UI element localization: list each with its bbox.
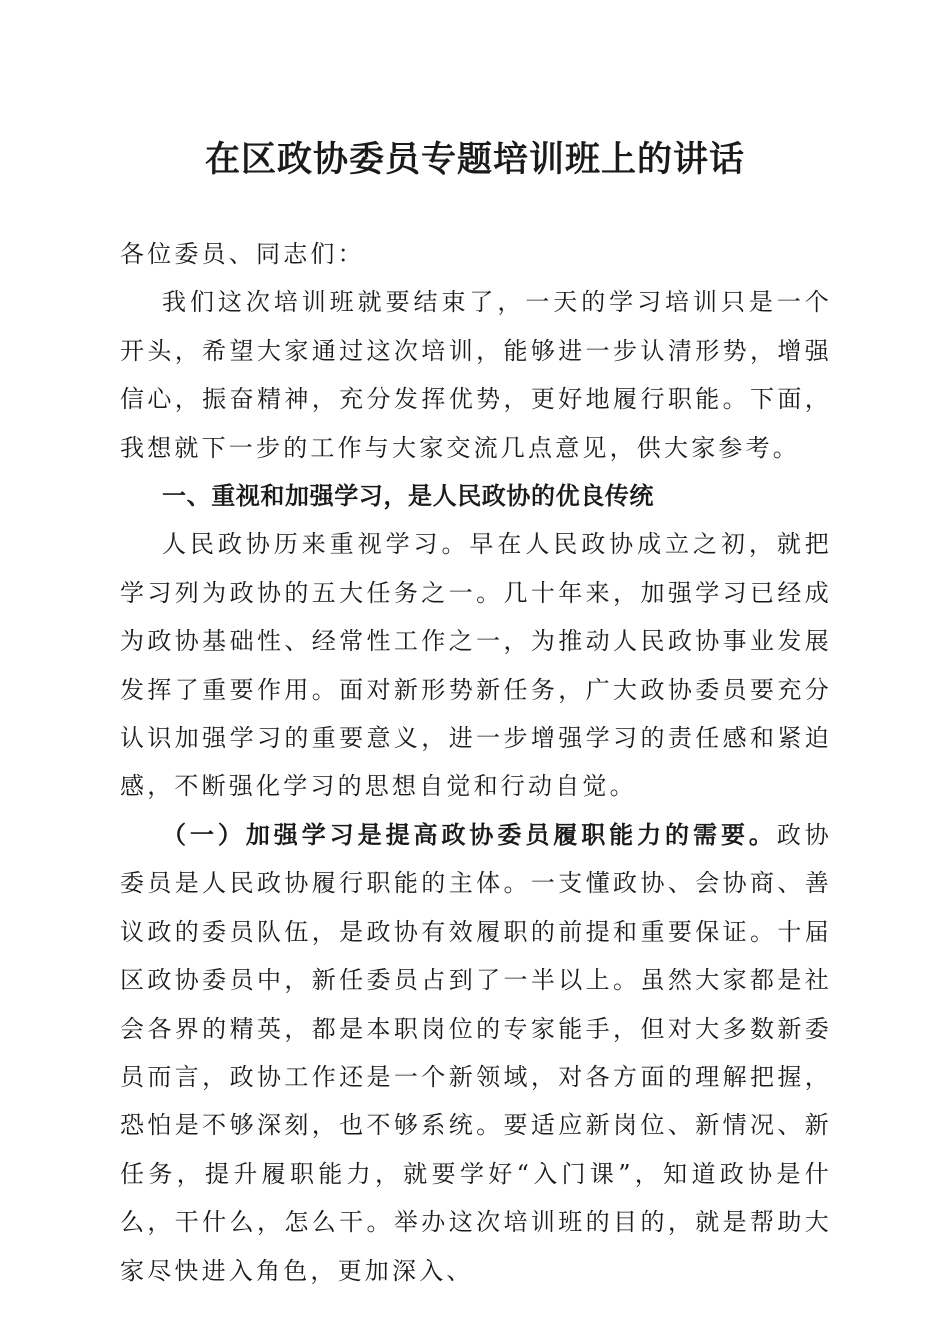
subsection-1-text: 政协委员是人民政协履行职能的主体。一支懂政协、会协商、善议政的委员队伍，是政协有效履职的前提和重要保证。十届区政协委员中，新任委员占到了一半以上。虽然大家都是社会各界的精英，都是本职岗位的专家能手，但对大多数新委员而言，政协工作还是一个新领域，对各方面的理解把握，恐怕是不够深刻，也不够系统。要适应新岗位、新情况、新任务，提升履职能力，就要学好“入门课”，知道政协是什么，干什么，怎么干。举办这次培训班的目的，就是帮助大家尽快进入角色，更加深入、 (120, 820, 832, 1285)
salutation: 各位委员、同志们： (120, 240, 365, 268)
document-body (120, 230, 832, 1295)
document-title: 在区政协委员专题培训班上的讲话 (204, 139, 745, 180)
section-1-paragraph: 人民政协历来重视学习。早在人民政协成立之初，就把学习列为政协的五大任务之一。几十年来，加强学习已经成为政协基础性、经常性工作之一，为推动人民政协事业发展发挥了重要作用。面对新形势新任务，广大政协委员要充分认识加强学习的重要意义，进一步增强学习的责任感和紧迫感，不断强化学习的思想自觉和行动自觉。 (120, 530, 832, 801)
intro-paragraph: 我们这次培训班就要结束了，一天的学习培训只是一个开头，希望大家通过这次培训，能够进一步认清形势，增强信心，振奋精神，充分发挥优势，更好地履行职能。下面，我想就下一步的工作与大家交流几点意见，供大家参考。 (120, 288, 832, 462)
section-heading-1: 一、重视和加强学习，是人民政协的优良传统 (162, 482, 654, 511)
subsection-1-lead: （一）加强学习是提高政协委员履职能力的需要。 (162, 819, 777, 849)
subsection-1-paragraph (120, 811, 832, 1295)
